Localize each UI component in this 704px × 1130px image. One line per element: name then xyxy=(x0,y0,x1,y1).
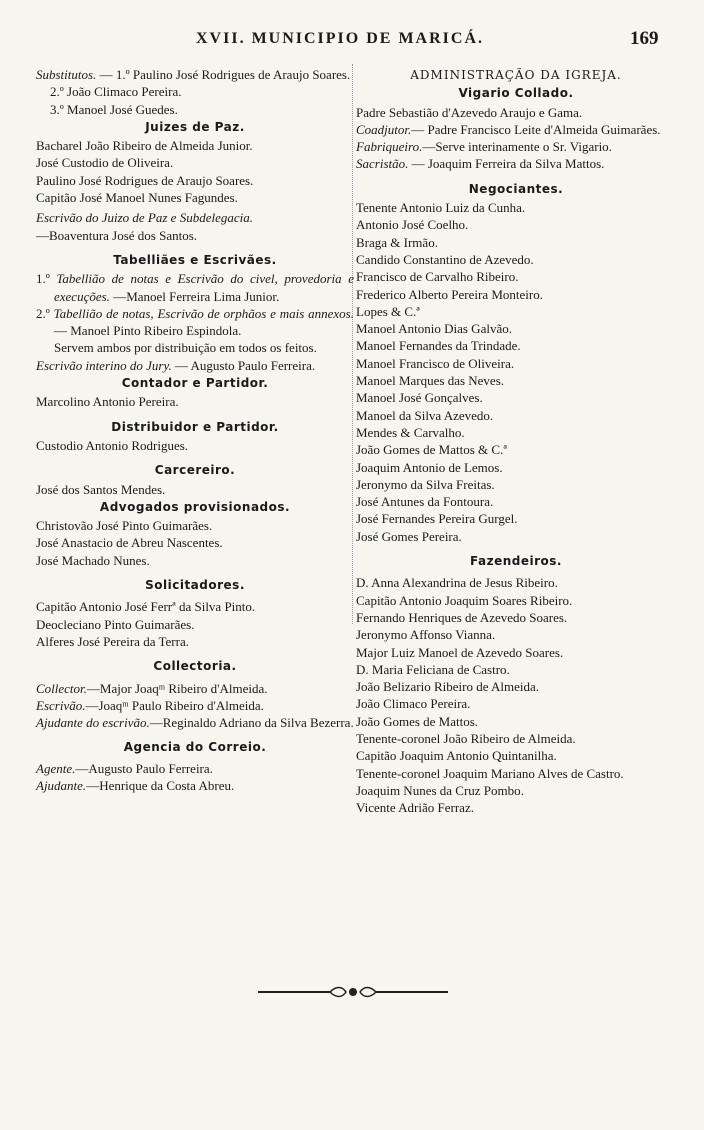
section-heading-distribuidor: Distribuidor e Partidor. xyxy=(111,419,279,434)
section-heading-tabelliaes: Tabelliães e Escrivães. xyxy=(113,252,277,267)
contador-name: Marcolino Antonio Pereira. xyxy=(36,394,179,410)
tabelliao-first-num: 1.º xyxy=(36,271,50,287)
substitutos-first-name: — 1.º Paulino José Rodrigues de Araujo Soares. xyxy=(99,67,351,82)
left-column xyxy=(36,66,354,794)
list-item: Bacharel João Ribeiro de Almeida Junior. xyxy=(36,138,253,154)
section-heading-contador: Contador e Partidor. xyxy=(121,376,269,391)
coadjutor-name: — Padre Francisco Leite d'Almeida Guimarães. xyxy=(411,121,661,137)
list-item: Braga & Irmão. xyxy=(356,234,438,250)
substitutos-second: 2.º João Climaco Pereira. xyxy=(50,84,182,100)
sacristao-name: — Joaquim Ferreira da Silva Mattos. xyxy=(411,156,605,172)
list-item: Manoel José Gonçalves. xyxy=(356,390,483,406)
list-item: Lopes & C.ª xyxy=(356,303,420,319)
fabriqueiro-name: —Serve interinamente o Sr. Vigario. xyxy=(422,139,612,155)
list-item: D. Maria Feliciana de Castro. xyxy=(356,661,510,677)
carcereiro-name: José dos Santos Mendes. xyxy=(36,481,166,497)
vigario-name: Padre Sebastião d'Azevedo Araujo e Gama. xyxy=(356,104,583,120)
list-item: Tenente Antonio Luiz da Cunha. xyxy=(356,200,526,216)
negociantes-list xyxy=(356,199,676,545)
list-item: Jeronymo Affonso Vianna. xyxy=(356,627,496,643)
list-item: Christovão José Pinto Guimarães. xyxy=(36,518,213,534)
list-item: D. Anna Alexandrina de Jesus Ribeiro. xyxy=(356,575,558,591)
list-item: José Custodio de Oliveira. xyxy=(36,155,174,171)
correio-agente-name: —Augusto Paulo Ferreira. xyxy=(75,760,213,776)
tabelliaes-note: Servem ambos por distribuição em todos os feitos. xyxy=(54,340,317,356)
tabelliao-second-name: — Manoel Pinto Ribeiro Espindola. xyxy=(54,323,242,339)
tabelliao-second xyxy=(36,305,354,340)
list-item: José Antunes da Fontoura. xyxy=(356,494,494,510)
collector-name: —Major Joaqᵐ Ribeiro d'Almeida. xyxy=(86,680,268,696)
right-column xyxy=(356,66,676,816)
sacristao xyxy=(356,155,676,172)
list-item: Joaquim Antonio de Lemos. xyxy=(356,459,503,475)
list-item: Capitão José Manoel Nunes Fagundes. xyxy=(36,190,238,206)
escrivao-jury-name: — Augusto Paulo Ferreira. xyxy=(175,357,316,373)
fabriqueiro-label: Fabriqueiro. xyxy=(356,139,423,155)
list-item: Manoel Fernandes da Trindade. xyxy=(356,338,521,354)
distribuidor-name: Custodio Antonio Rodrigues. xyxy=(36,437,189,453)
list-item: Tenente-coronel Joaquim Mariano Alves de Castro. xyxy=(356,765,624,781)
collectoria-escrivao-label: Escrivão. xyxy=(36,697,86,713)
sacristao-label: Sacristão. xyxy=(356,156,409,172)
section-heading-juizes-paz: Juizes de Paz. xyxy=(145,119,245,134)
list-item: João Climaco Pereira. xyxy=(356,696,471,712)
escrivao-juizo-paz xyxy=(36,209,354,226)
tabelliao-second-num: 2.º xyxy=(36,305,50,321)
list-item: Capitão Antonio Joaquim Soares Ribeiro. xyxy=(356,592,573,608)
list-item: Paulino José Rodrigues de Araujo Soares. xyxy=(36,172,254,188)
escrivao-jury xyxy=(36,357,354,374)
ornament-divider-icon xyxy=(258,984,448,1000)
list-item: Frederico Alberto Pereira Monteiro. xyxy=(356,286,543,302)
list-item: José Gomes Pereira. xyxy=(356,528,462,544)
list-item: Capitão Antonio José Ferrª da Silva Pinto. xyxy=(36,599,256,615)
list-item: Manoel da Silva Azevedo. xyxy=(356,407,494,423)
collectoria-ajudante-name: —Reginaldo Adriano da Silva Bezerra. xyxy=(149,715,354,731)
list-item: Manoel Antonio Dias Galvão. xyxy=(356,321,512,337)
list-item: Tenente-coronel João Ribeiro de Almeida. xyxy=(356,730,576,746)
section-heading-correio: Agencia do Correio. xyxy=(123,740,267,755)
escrivao-juizo-label: Escrivão do Juizo de Paz e Subdelegacia. xyxy=(36,210,253,226)
list-item: Candido Constantino de Azevedo. xyxy=(356,251,534,267)
list-item: José Machado Nunes. xyxy=(36,552,150,568)
escrivao-jury-label: Escrivão interino do Jury. xyxy=(36,357,172,373)
list-item: Vicente Adrião Ferraz. xyxy=(356,800,474,816)
tabelliao-first-name: —Manoel Ferreira Lima Junior. xyxy=(113,288,280,304)
list-item: Joaquim Nunes da Cruz Pombo. xyxy=(356,782,524,798)
fazendeiros-list xyxy=(356,574,676,816)
list-item: Alferes José Pereira da Terra. xyxy=(36,633,189,649)
list-item: José Anastacio de Abreu Nascentes. xyxy=(36,535,223,551)
section-heading-fazendeiros: Fazendeiros. xyxy=(470,554,562,569)
tabelliao-first-label: Tabellião de notas e Escrivão do civel, provedoria e execuções. xyxy=(54,271,355,304)
list-item: Antonio José Coelho. xyxy=(356,217,469,233)
collectoria-escrivao xyxy=(36,697,354,714)
list-item: Manoel Francisco de Oliveira. xyxy=(356,355,515,371)
substitutos-third: 3.º Manoel José Guedes. xyxy=(50,101,178,117)
section-heading-vigario: Vigario Collado. xyxy=(458,86,574,101)
correio-agente-label: Agente. xyxy=(36,760,76,776)
section-heading-advogados: Advogados provisionados. xyxy=(99,499,291,514)
list-item: Deocleciano Pinto Guimarães. xyxy=(36,616,195,632)
section-heading-negociantes: Negociantes. xyxy=(468,181,564,196)
coadjutor xyxy=(356,121,676,138)
list-item: Manoel Marques das Neves. xyxy=(356,373,505,389)
list-item: João Belizario Ribeiro de Almeida. xyxy=(356,679,540,695)
section-heading-collectoria: Collectoria. xyxy=(153,659,237,674)
collectoria-ajudante xyxy=(36,714,354,731)
tabelliao-first xyxy=(36,270,354,305)
correio-ajudante-label: Ajudante. xyxy=(36,777,87,793)
substitutos-first xyxy=(36,66,354,83)
list-item: Fernando Henriques de Azevedo Soares. xyxy=(356,609,568,625)
page-header-title: XVII. MUNICIPIO DE MARICÁ. xyxy=(196,30,484,47)
list-item: Major Luiz Manoel de Azevedo Soares. xyxy=(356,644,564,660)
section-heading-administracao: ADMINISTRAÇÃO DA IGREJA. xyxy=(410,68,622,82)
correio-ajudante-name: —Henrique da Costa Abreu. xyxy=(86,777,235,793)
coadjutor-label: Coadjutor. xyxy=(356,121,412,137)
list-item: Capitão Joaquim Antonio Quintanilha. xyxy=(356,748,557,764)
section-heading-carcereiro: Carcereiro. xyxy=(154,463,236,478)
tabelliao-second-label: Tabellião de notas, Escrivão de orphãos e mais annexos. xyxy=(53,305,354,321)
list-item: João Gomes de Mattos & C.ª xyxy=(356,442,507,458)
list-item: Jeronymo da Silva Freitas. xyxy=(356,476,495,492)
collectoria-escrivao-name: —Joaqᵐ Paulo Ribeiro d'Almeida. xyxy=(85,697,264,713)
correio-ajudante xyxy=(36,777,354,794)
list-item: Francisco de Carvalho Ribeiro. xyxy=(356,269,519,285)
collector xyxy=(36,680,354,697)
escrivao-juizo-name: —Boaventura José dos Santos. xyxy=(36,227,198,243)
list-item: José Fernandes Pereira Gurgel. xyxy=(356,511,518,527)
page-number: 169 xyxy=(630,28,659,49)
substitutos-label: Substitutos. xyxy=(36,67,97,82)
fabriqueiro xyxy=(356,138,676,155)
collectoria-ajudante-label: Ajudante do escrivão. xyxy=(36,715,150,731)
correio-agente xyxy=(36,760,354,777)
list-item: João Gomes de Mattos. xyxy=(356,713,479,729)
list-item: Mendes & Carvalho. xyxy=(356,424,465,440)
collector-label: Collector. xyxy=(36,680,87,696)
section-heading-solicitadores: Solicitadores. xyxy=(145,578,245,593)
